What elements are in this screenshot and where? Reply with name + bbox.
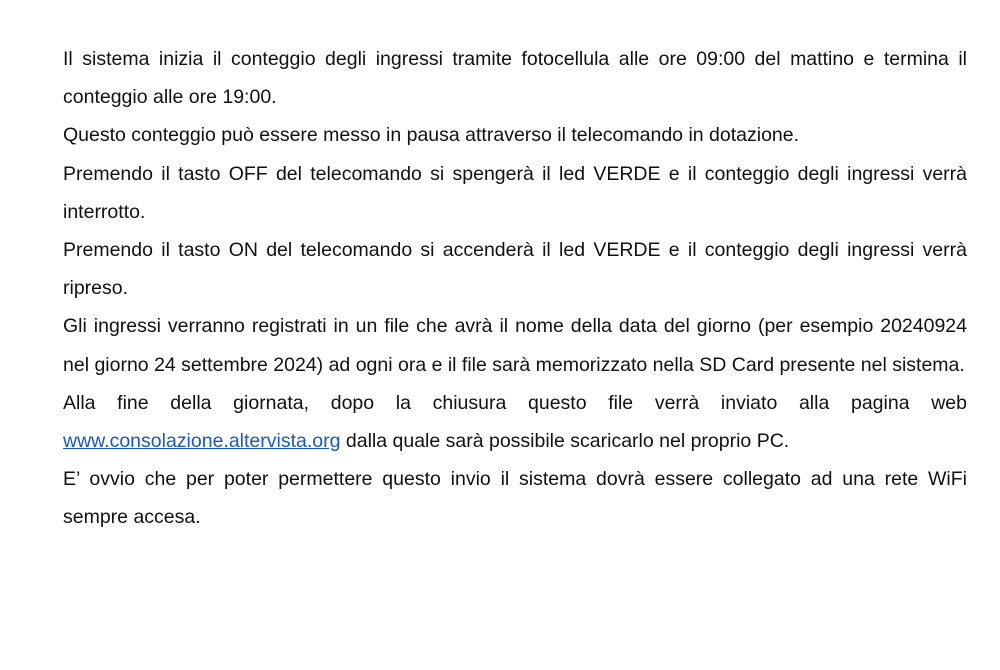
- upload-text-before-link: Alla fine della giornata, dopo la chiusura questo file verrà inviato alla pagina web: [63, 391, 967, 414]
- paragraph-pause: Questo conteggio può essere messo in pausa attraverso il telecomando in dotazione.: [63, 124, 800, 147]
- document-body: [63, 40, 967, 537]
- upload-text-after-link: dalla quale sarà possibile scaricarlo nel proprio PC.: [340, 430, 790, 453]
- paragraph-upload: [63, 384, 967, 460]
- paragraph-wifi: E’ ovvio che per poter permettere questo invio il sistema dovrà essere collegato ad una rete WiFi sempre accesa.: [63, 468, 967, 529]
- paragraph-file-storage: Gli ingressi verranno registrati in un file che avrà il nome della data del giorno (per esempio 20240924 nel giorno 24 settembre 2024) ad ogni ora e il file sarà memorizzato nella SD Card presente nel sistema.: [63, 315, 967, 376]
- paragraph-off-button: Premendo il tasto OFF del telecomando si spengerà il led VERDE e il conteggio degli ingressi verrà interrotto.: [63, 162, 967, 223]
- paragraph-on-button: Premendo il tasto ON del telecomando si accenderà il led VERDE e il conteggio degli ingressi verrà ripreso.: [63, 239, 967, 300]
- website-link[interactable]: www.consolazione.altervista.org: [63, 430, 341, 453]
- paragraph-counting-hours: Il sistema inizia il conteggio degli ingressi tramite fotocellula alle ore 09:00 del mattino e termina il conteggio alle ore 19:00.: [63, 48, 967, 109]
